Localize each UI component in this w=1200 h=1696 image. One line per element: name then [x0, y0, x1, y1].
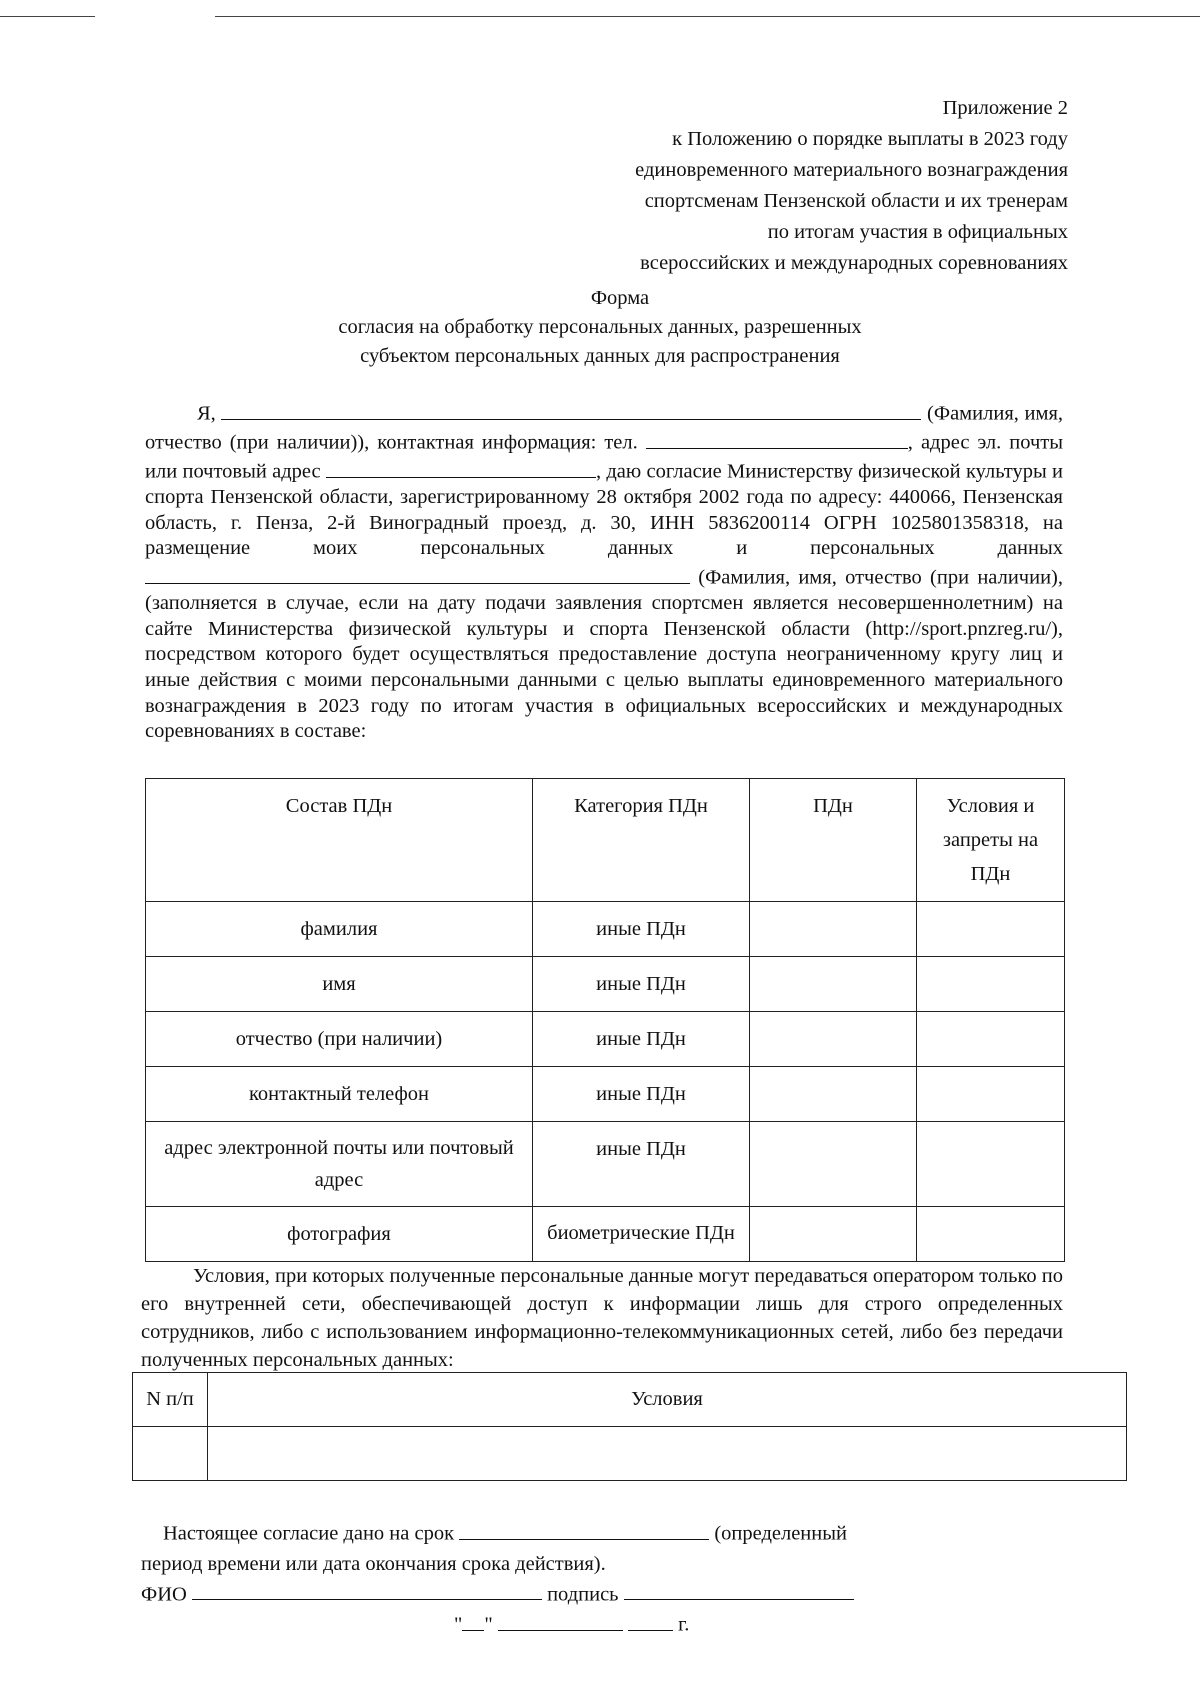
- signature-block: [141, 1518, 1081, 1640]
- header-composition: Состав ПДн: [146, 779, 533, 902]
- date-quote: ": [454, 1613, 463, 1636]
- header-conditions: Условия: [208, 1373, 1127, 1427]
- term-note: (определенный: [714, 1522, 847, 1545]
- consent-text: (Фамилия, имя, отчество (при наличии), (заполняется в случае, если на дату подачи заявления спортсмен является несовершеннолетним) на сайте Министерства физической культуры и спорта Пензенской области (http://sport.pnzreg.ru/), посредством которого будет осуществляться предоставление доступа неограниченному кругу лиц и иные действия с моими персональными данными с целью выплаты единовременного материального вознаграждения в 2023 году по итогам участия в официальных всероссийских и международных соревнованиях в составе:: [145, 566, 1063, 743]
- pd-cell[interactable]: [750, 1122, 917, 1207]
- appendix-line: по итогам участия в официальных: [767, 221, 1068, 243]
- term-note-line: период времени или дата окончания срока действия).: [141, 1552, 606, 1575]
- table-row: [146, 957, 1065, 1012]
- consent-text: , даю согласие Министерству физической культуры и спорта Пензенской области, зарегистрированному 28 октября 2002 года по адресу: 440066, Пензенская область, г. Пенза, 2-й Виноградный проезд, д. 30, ИНН 5836200114 ОГРН 1025801358318, на размещение моих персональных данных и персональных данных: [145, 460, 1064, 560]
- appendix-line: спортсменам Пензенской области и их тренерам: [644, 190, 1068, 212]
- year-suffix: г.: [678, 1613, 690, 1636]
- address-blank[interactable]: [326, 456, 596, 478]
- pd-cell[interactable]: [750, 1067, 917, 1122]
- pd-cell[interactable]: [750, 1207, 917, 1262]
- conditions-paragraph: [141, 1262, 1063, 1374]
- appendix-line: всероссийских и международных соревнованиях: [640, 252, 1068, 274]
- conditions-table: [132, 1372, 1127, 1481]
- pd-cell[interactable]: [750, 1012, 917, 1067]
- year-blank[interactable]: [628, 1609, 673, 1631]
- form-title-line: согласия на обработку персональных данных, разрешенных: [338, 316, 862, 338]
- composition-cell: фамилия: [146, 902, 533, 957]
- conditions-cell[interactable]: [917, 1067, 1065, 1122]
- category-cell: иные ПДн: [533, 902, 750, 957]
- form-title-line: субъектом персональных данных для распространения: [360, 345, 840, 367]
- category-cell: иные ПДн: [533, 1067, 750, 1122]
- category-cell: иные ПДн: [533, 1122, 750, 1207]
- composition-cell: имя: [146, 957, 533, 1012]
- conditions-cell[interactable]: [917, 902, 1065, 957]
- table-row: [146, 1012, 1065, 1067]
- number-cell[interactable]: [133, 1427, 208, 1481]
- table-row: [133, 1427, 1127, 1481]
- phone-blank[interactable]: [646, 427, 908, 449]
- month-blank[interactable]: [498, 1609, 623, 1631]
- table-row: [146, 1207, 1065, 1262]
- condition-cell[interactable]: [208, 1427, 1127, 1481]
- category-cell: биометрические ПДн: [533, 1207, 750, 1262]
- header-pd: ПДн: [750, 779, 917, 902]
- composition-cell: контактный телефон: [146, 1067, 533, 1122]
- table-row: [146, 1067, 1065, 1122]
- appendix-line: единовременного материального вознаграждения: [635, 159, 1068, 181]
- minor-name-blank[interactable]: [145, 562, 690, 584]
- form-title-word: Форма: [590, 287, 650, 309]
- conditions-cell[interactable]: [917, 957, 1065, 1012]
- term-label: Настоящее согласие дано на срок: [163, 1522, 455, 1545]
- consent-text: , адрес эл. почты или почтовый адрес: [145, 431, 1064, 483]
- scan-rule-gap: [95, 12, 215, 20]
- date-quote: ": [484, 1613, 493, 1636]
- header-number: N п/п: [133, 1373, 208, 1427]
- conditions-cell[interactable]: [917, 1122, 1065, 1207]
- pd-cell[interactable]: [750, 957, 917, 1012]
- table-header-row: [133, 1373, 1127, 1427]
- conditions-cell[interactable]: [917, 1012, 1065, 1067]
- category-cell: иные ПДн: [533, 1012, 750, 1067]
- fio-label: ФИО: [141, 1583, 187, 1605]
- composition-cell: отчество (при наличии): [146, 1012, 533, 1067]
- appendix-line: Приложение 2: [942, 97, 1068, 119]
- composition-cell: адрес электронной почты или почтовый адрес: [146, 1122, 533, 1207]
- composition-cell: фотография: [146, 1207, 533, 1262]
- conditions-cell[interactable]: [917, 1207, 1065, 1262]
- fio-blank[interactable]: [192, 1579, 542, 1601]
- day-blank[interactable]: [462, 1609, 484, 1631]
- table-row: [146, 902, 1065, 957]
- pd-cell[interactable]: [750, 902, 917, 957]
- full-name-blank[interactable]: [221, 398, 921, 420]
- pd-table: [145, 778, 1065, 1262]
- table-header-row: [146, 779, 1065, 902]
- appendix-line: к Положению о порядке выплаты в 2023 году: [672, 128, 1068, 150]
- appendix-header: [635, 93, 1068, 279]
- consent-paragraph: [145, 398, 1063, 745]
- signature-blank[interactable]: [624, 1579, 854, 1601]
- table-row: [146, 1122, 1065, 1207]
- signature-label: подпись: [547, 1583, 619, 1605]
- header-category: Категория ПДн: [533, 779, 750, 902]
- category-cell: иные ПДн: [533, 957, 750, 1012]
- consent-text: Я,: [197, 402, 216, 425]
- term-blank[interactable]: [459, 1518, 709, 1540]
- header-conditions: Условия и запреты на ПДн: [917, 779, 1065, 902]
- conditions-text: Условия, при которых полученные персональные данные могут передаваться оператором только по его внутренней сети, обеспечивающей доступ к информации лишь для строго определенных сотрудников, либо с использованием информационно-телекоммуникационных сетей, либо без передачи полученных персональных данных:: [141, 1265, 1063, 1371]
- form-title: [0, 284, 1200, 371]
- consent-text: (Фамилия, имя, отчество (при наличии)), контактная информация: тел.: [145, 402, 1063, 454]
